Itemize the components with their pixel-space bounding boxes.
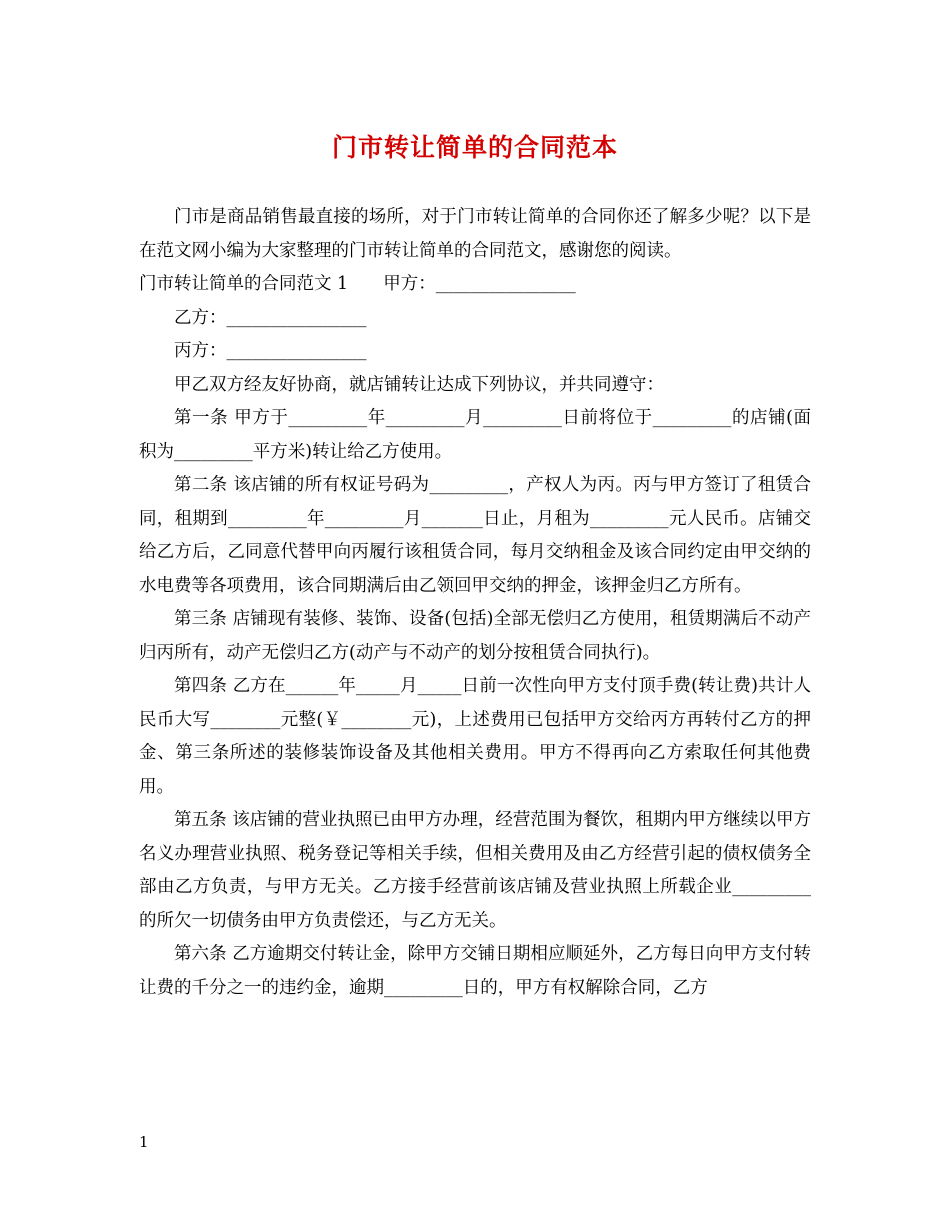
- page-number: 1: [139, 1133, 149, 1151]
- article-4: 第四条 乙方在______年_____月_____日前一次性向甲方支付顶手费(转让费)共计人民币大写________元整(￥________元)，上述费用已包括甲方交给丙方再转付乙方的押金、第三条所述的装修装饰设备及其他相关费用。甲方不得再向乙方索取任何其他费用。: [139, 676, 811, 797]
- article-6: 第六条 乙方逾期交付转让金，除甲方交铺日期相应顺延外，乙方每日向甲方支付转让费的千分之一的违约金，逾期_________日的，甲方有权解除合同，乙方: [139, 944, 811, 998]
- contract-heading-line: 门市转让简单的合同范文 1 甲方：________________: [139, 274, 576, 294]
- article-3: 第三条 店铺现有装修、装饰、设备(包括)全部无偿归乙方使用，租赁期满后不动产归丙所有，动产无偿归乙方(动产与不动产的划分按租赁合同执行)。: [139, 609, 811, 663]
- article-1: 第一条 甲方于_________年_________月_________日前将位于_________的店铺(面积为_________平方米)转让给乙方使用。: [139, 408, 811, 462]
- document-body: [139, 201, 811, 1005]
- document-title: 门市转让简单的合同范本: [331, 133, 618, 162]
- party-c-line: 丙方：________________: [174, 341, 367, 361]
- party-b-line: 乙方：________________: [174, 307, 367, 328]
- preamble-paragraph: 甲乙双方经友好协商，就店铺转让达成下列协议，并共同遵守：: [174, 374, 664, 395]
- article-5: 第五条 该店铺的营业执照已由甲方办理，经营范围为餐饮，租期内甲方继续以甲方名义办理营业执照、税务登记等相关手续，但相关费用及由乙方经营引起的债权债务全部由乙方负责，与甲方无关。乙方接手经营前该店铺及营业执照上所载企业_________的所欠一切债务由甲方负责偿还，与乙方无关。: [139, 810, 811, 931]
- article-2: 第二条 该店铺的所有权证号码为_________，产权人为丙。丙与甲方签订了租赁合同，租期到_________年_________月_______日止，月租为_________元人民币。店铺交给乙方后，乙同意代替甲向丙履行该租赁合同，每月交纳租金及该合同约定由甲交纳的水电费等各项费用，该合同期满后由乙领回甲交纳的押金，该押金归乙方所有。: [139, 475, 811, 596]
- intro-paragraph: 门市是商品销售最直接的场所，对于门市转让简单的合同你还了解多少呢？以下是在范文网小编为大家整理的门市转让简单的合同范文，感谢您的阅读。: [139, 207, 811, 261]
